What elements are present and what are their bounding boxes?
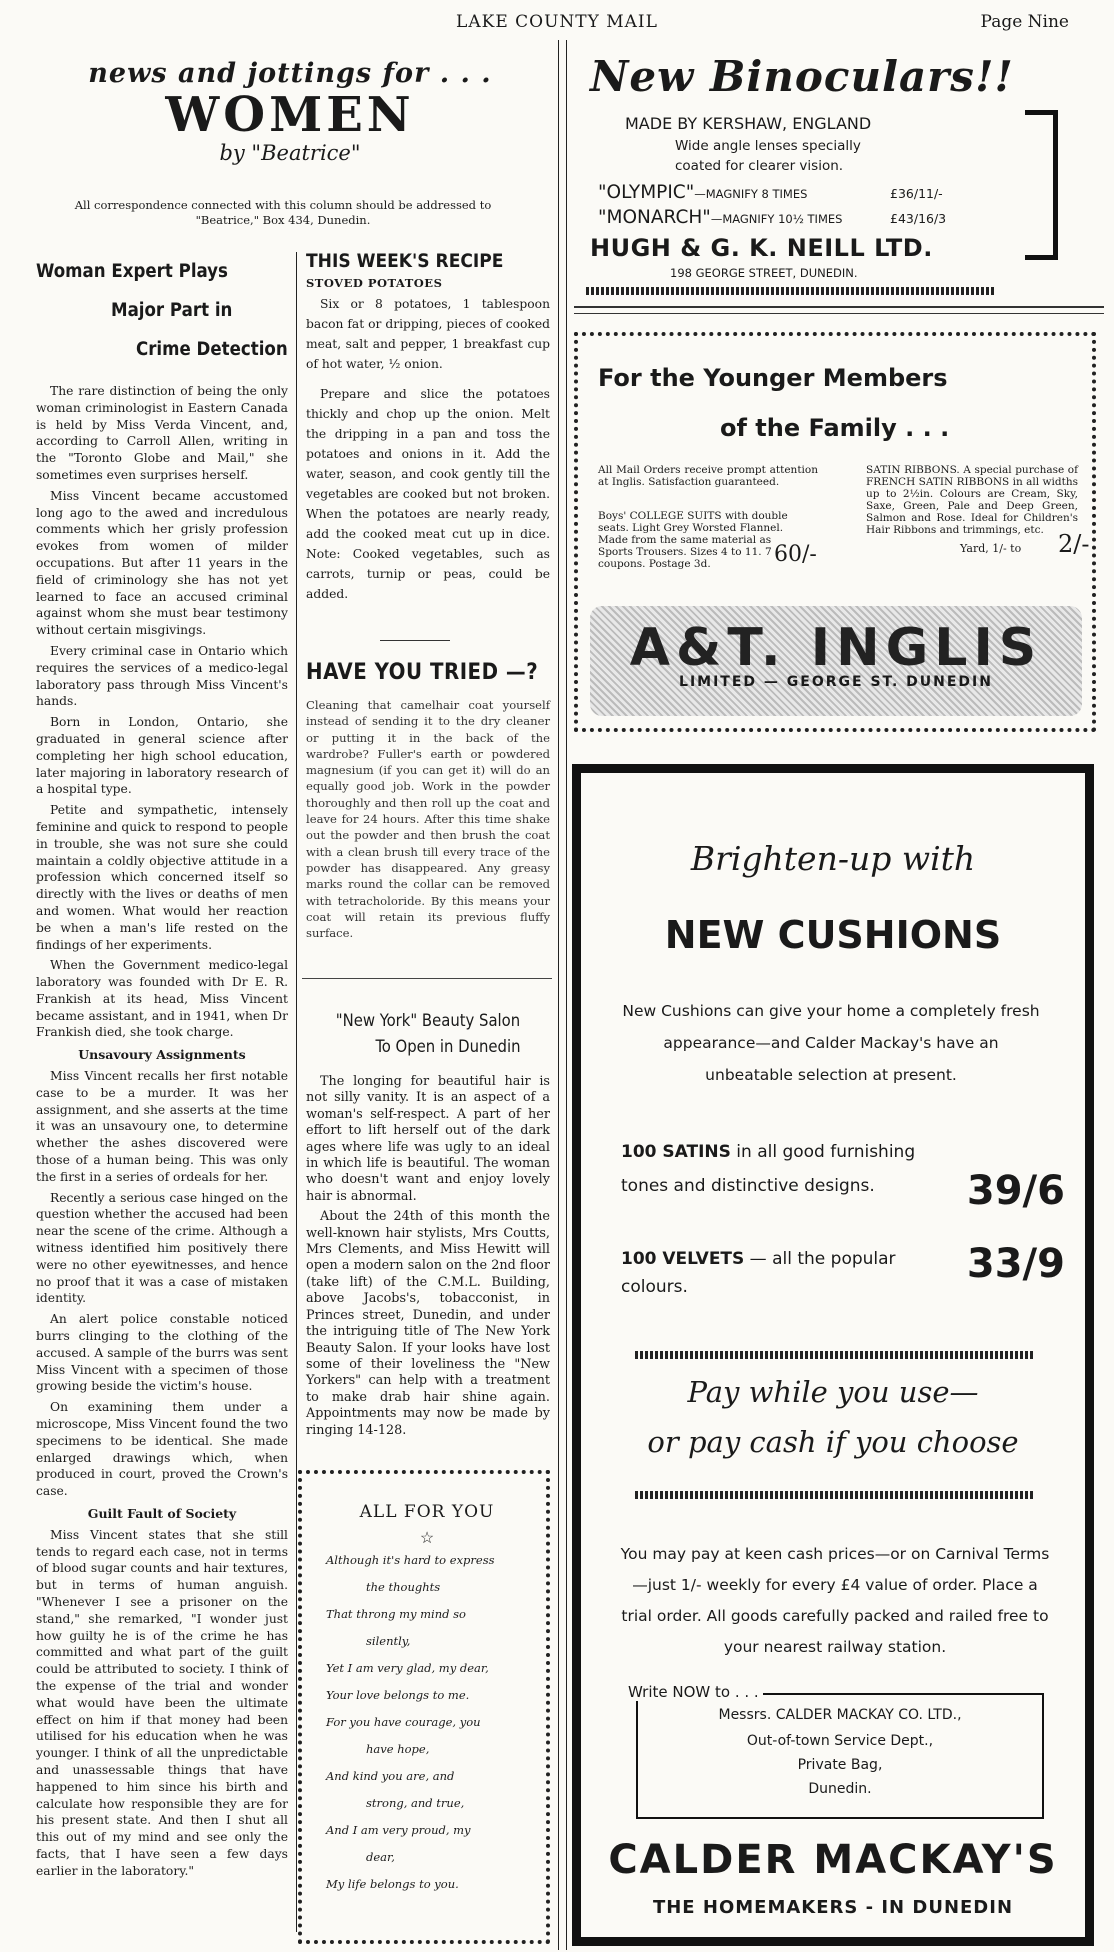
subhead: Unsavoury Assignments bbox=[78, 1047, 246, 1063]
paragraph: The rare distinction of being the only woman criminologist in Eastern Canada is held by Miss Verda Vincent, and, according to Carroll Allen, writing in the "Toronto Globe and Mail," she sometimes even surprises herself. bbox=[36, 384, 288, 482]
paragraph: Recently a serious case hinged on the question whether the accused had been near the scene of the crime. Although a witness identified him positively there were no other eyewitnesses, and hence no proof that it was a case of mistaken identity. bbox=[36, 1190, 288, 1306]
address-line: Messrs. CALDER MACKAY CO. LTD., bbox=[718, 1707, 962, 1723]
inglis-ad bbox=[574, 332, 1096, 732]
satins-line bbox=[621, 1135, 931, 1203]
column-rule bbox=[558, 40, 559, 1950]
poem-lines bbox=[326, 1547, 528, 1898]
suits-text: Boys' COLLEGE SUITS with double seats. Light Grey Worsted Flannel. Made from the same material as Sports Trousers. Sizes 4 to 11. 7 coupons. Postage 3d. bbox=[598, 510, 788, 570]
ribbons-price-label: Yard, 1/- to bbox=[960, 542, 1022, 555]
paragraph: Petite and sympathetic, intensely feminine and quick to respond to people in trouble, she was not sure she could maintain a coldly objective attitude in a profession which concerned itself so directly with the lives or deaths of men and women. What would her reaction be when a man's life rested on the findings of her experiments. bbox=[36, 803, 288, 952]
recipe-dish: STOVED POTATOES bbox=[306, 276, 443, 290]
poem-line: Although it's hard to express bbox=[326, 1553, 495, 1567]
binoculars-desc: Wide angle lenses specially bbox=[675, 138, 861, 154]
poem-line: Yet I am very glad, my dear, bbox=[326, 1661, 489, 1675]
poem-line: And kind you are, and bbox=[326, 1769, 455, 1783]
top-border-right bbox=[748, 1693, 1044, 1695]
terms-text: You may pay at keen cash prices—or on Carnival Terms—just 1/- weekly for every £4 value of order. Place a trial order. All goods carefully packed and railed free to your nearest railway station. bbox=[620, 1545, 1050, 1656]
cushions-intro: New Cushions can give your home a completely fresh appearance—and Calder Mackay's have an unbeatable selection at present. bbox=[622, 1002, 1040, 1084]
method: Prepare and slice the potatoes thickly and chop up the onion. Melt the dripping in a pan and toss the potatoes and onions in it. Add the water, season, and cook gently till the vegetables are cooked but not broken. When the potatoes are nearly ready, add the cooked meat cut up in dice. Note: Cooked vegetables, such as carrots, turnip or peas, could be added. bbox=[306, 387, 550, 601]
rule bbox=[574, 313, 1104, 314]
paragraph: About the 24th of this month the well-known hair stylists, Mrs Coutts, Mrs Clements, and Miss Hewitt will open a modern salon on the 2nd floor (take lift) of the C.M.L. Building, above Jacobs's, tobacconist, in Princes street, Dunedin, and under the intriguing title of The New York Beauty Salon. If your looks have lost some of their loveliness the "New Yorkers" can help with a treatment to make drab hair shine again. Appointments may now be made by ringing 14-128. bbox=[306, 1209, 550, 1438]
divider bbox=[302, 978, 552, 979]
women-kicker: news and jottings for . . . bbox=[88, 58, 492, 89]
salon-title-line: "New York" Beauty Salon bbox=[335, 1011, 521, 1030]
pay-line: Pay while you use— bbox=[687, 1375, 979, 1409]
headline-line: Woman Expert Plays bbox=[36, 261, 228, 282]
newspaper-title: LAKE COUNTY MAIL bbox=[456, 12, 658, 32]
tried-body: Cleaning that camelhair coat yourself instead of sending it to the dry cleaner or putting it in the back of the wardrobe? Fuller's earth or powdered magnesium (if you can get it) will do an equally good job. Work in the powder thoroughly and then roll up the coat and leave for 24 hours. After this time shake out the powder and then brush the coat with a clean brush till every trace of the powder has disappeared. Any greasy marks round the collar can be removed with tetracholoride. By this means your coat will retain its previous fluffy surface. bbox=[306, 698, 550, 941]
women-masthead bbox=[30, 58, 550, 165]
paragraph: On examining them under a microscope, Miss Vincent found the two specimens to be identical. She made enlarged drawings which, when produced in court, proved the Crown's case. bbox=[36, 1400, 288, 1499]
tried-title: HAVE YOU TRIED —? bbox=[306, 660, 539, 685]
calder-slogan: THE HOMEMAKERS - IN DUNEDIN bbox=[652, 1897, 1014, 1918]
address-line: Private Bag, bbox=[797, 1757, 883, 1773]
salon-body bbox=[306, 1074, 550, 1439]
cushions-bar bbox=[635, 1351, 1035, 1359]
inglis-title: For the Younger Members bbox=[598, 364, 948, 392]
bracket-frame bbox=[1025, 110, 1058, 260]
model-olympic bbox=[598, 182, 807, 203]
poem-title: ALL FOR YOU bbox=[359, 1502, 495, 1522]
salon-title-line: To Open in Dunedin bbox=[375, 1037, 521, 1056]
cushions-ad bbox=[572, 764, 1094, 1946]
poem-line: strong, and true, bbox=[366, 1796, 465, 1810]
velvets-price: 33/9 bbox=[966, 1241, 1065, 1287]
satins-price: 39/6 bbox=[966, 1168, 1065, 1214]
mail-orders: All Mail Orders receive prompt attention at Inglis. Satisfaction guaranteed. bbox=[598, 464, 818, 488]
page-number: Page Nine bbox=[980, 12, 1069, 32]
poem-line: Your love belongs to me. bbox=[326, 1688, 470, 1702]
poem-line: For you have courage, you bbox=[326, 1715, 481, 1729]
poem-line: the thoughts bbox=[366, 1580, 441, 1594]
cushions-title: NEW CUSHIONS bbox=[664, 913, 1002, 957]
correspondence-note: All correspondence connected with this column should be addressed to "Beatrice," Box 434, Dunedin. bbox=[74, 198, 492, 227]
paragraph: Miss Vincent became accustomed long ago to the awed and incredulous comments which her grisly profession evokes from women of milder occupations. But after 11 years in the field of criminology she has not yet learned to face an accused criminal against whom she must bear testimony without certain misgivings. bbox=[36, 488, 288, 638]
binoculars-address: 198 GEORGE STREET, DUNEDIN. bbox=[670, 266, 858, 280]
binoculars-firm: HUGH & G. K. NEILL LTD. bbox=[590, 234, 933, 262]
paragraph: An alert police constable noticed burrs clinging to the clothing of the accused. A sample of the burrs was sent Miss Vincent with a specimen of those growing beside the victim's house. bbox=[36, 1312, 288, 1394]
ribbons-text: SATIN RIBBONS. A special purchase of FRENCH SATIN RIBBONS in all widths up to 2½in. Colours are Cream, Sky, Saxe, Green, Pale and Deep Green, Salmon and Rose. Ideal for Children's Hair Ribbons and trimmings, etc. bbox=[866, 464, 1078, 536]
headline-line: Crime Detection bbox=[136, 339, 288, 360]
salon-title bbox=[306, 1008, 550, 1060]
rule bbox=[574, 306, 1104, 308]
poem-line: And I am very proud, my bbox=[326, 1823, 471, 1837]
address-line: Out-of-town Service Dept., bbox=[746, 1733, 934, 1749]
poem-line: dear, bbox=[366, 1850, 395, 1864]
expert-headline bbox=[36, 252, 288, 369]
recipe-body bbox=[306, 294, 550, 604]
poem-box bbox=[298, 1470, 550, 1944]
paragraph: Miss Vincent states that she still tends to regard each case, not in terms of blood sugar counts and hair textures, but in terms of human anguish. "Whenever I see a prisoner on the stand," she remarked, "I wonder just how guilty he is of the crime he has committed and what part of the guilt could be attributed to society. I think of the expense of the trial and wonder what would have been the ultimate effect on him if that money had been utilised for his education when he was younger. I think of all the unpredictable and unassessable things that have happened to him since his birth and calculate how responsible they are for his present state. And then I shut all this out of my mind and see only the facts, that I have seen a few days earlier in the laboratory." bbox=[36, 1527, 288, 1878]
model-price: £36/11/- bbox=[890, 186, 943, 201]
column-rule bbox=[296, 252, 297, 1932]
model-monarch bbox=[598, 207, 842, 228]
cushions-tag: Brighten-up with bbox=[690, 839, 976, 878]
calder-brand: CALDER MACKAY'S bbox=[608, 1837, 1058, 1883]
model-mag: —MAGNIFY 8 TIMES bbox=[694, 187, 808, 201]
divider bbox=[380, 640, 450, 641]
model-mag: —MAGNIFY 10½ TIMES bbox=[710, 212, 843, 226]
recipe-article bbox=[306, 248, 550, 608]
address-box bbox=[628, 1683, 1044, 1819]
subhead: Guilt Fault of Society bbox=[87, 1506, 237, 1521]
paragraph: Born in London, Ontario, she graduated in general science after completing her high school education, later majoring in laboratory research of a hospital type. bbox=[36, 715, 288, 797]
binoculars-title: New Binoculars!! bbox=[590, 52, 1014, 101]
poem-line: That throng my mind so bbox=[326, 1607, 466, 1621]
ingredients: Six or 8 potatoes, 1 tablespoon bacon fat or dripping, pieces of cooked meat, salt and pepper, 1 breakfast cup of hot water, ½ onion. bbox=[306, 297, 550, 371]
ribbons-price: 2/- bbox=[1058, 530, 1090, 558]
headline-line: Major Part in bbox=[111, 300, 233, 321]
address-line: Dunedin. bbox=[808, 1781, 872, 1797]
binoculars-bottom-bar bbox=[586, 287, 996, 295]
cushions-bar bbox=[635, 1491, 1035, 1499]
poem-line: silently, bbox=[366, 1634, 411, 1648]
model-price: £43/16/3 bbox=[890, 211, 947, 226]
column-rule bbox=[566, 40, 567, 1950]
inglis-logo-panel bbox=[590, 606, 1082, 716]
poem-line: have hope, bbox=[366, 1742, 430, 1756]
velvets-line bbox=[621, 1245, 951, 1301]
velvets-text: — all the popular colours. bbox=[621, 1249, 896, 1297]
paragraph: The longing for beautiful hair is not silly vanity. It is an aspect of a woman's self-respect. A part of her effort to lift herself out of the dark ages where life was ugly to an ideal in which life is beautiful. The woman who doesn't want and enjoy lovely hair is abnormal. bbox=[306, 1074, 550, 1204]
star-icon: ☆ bbox=[419, 1528, 435, 1547]
tried-article bbox=[306, 660, 550, 941]
women-title: WOMEN bbox=[165, 87, 415, 143]
model-name: "OLYMPIC" bbox=[598, 182, 695, 203]
binoculars-desc: coated for clearer vision. bbox=[675, 158, 844, 174]
inglis-title: of the Family . . . bbox=[720, 414, 950, 442]
model-name: "MONARCH" bbox=[598, 207, 711, 228]
inglis-logo: A&T. INGLIS bbox=[629, 618, 1043, 678]
expert-article bbox=[36, 252, 288, 1884]
write-now: Write NOW to . . . bbox=[624, 1683, 763, 1701]
satins-text: in all good furnishing tones and distinctive designs. bbox=[621, 1142, 916, 1196]
women-byline: by "Beatrice" bbox=[219, 141, 361, 165]
velvets-lead: 100 VELVETS bbox=[621, 1249, 745, 1269]
inglis-logo-sub: LIMITED — GEORGE ST. DUNEDIN bbox=[679, 674, 993, 690]
paragraph: Miss Vincent recalls her first notable case to be a murder. It was her assignment, and she asserts at the time it was an unsavoury one, to determine whether the ashes discovered were those of a human being. This was only the first in a series of ordeals for her. bbox=[36, 1069, 288, 1184]
satins-lead: 100 SATINS bbox=[621, 1142, 731, 1162]
binoculars-ad bbox=[580, 52, 1090, 297]
poem-line: My life belongs to you. bbox=[326, 1877, 459, 1891]
salon-article bbox=[306, 1008, 550, 1443]
paragraph: When the Government medico-legal laboratory was founded with Dr E. R. Frankish at its head, Miss Vincent became assistant, and in 1941, when Dr Frankish died, she took charge. bbox=[36, 958, 288, 1040]
expert-body bbox=[36, 383, 288, 1880]
paragraph: Every criminal case in Ontario which requires the services of a medico-legal laboratory pass through Miss Vincent's hands. bbox=[36, 643, 288, 709]
pay-line: or pay cash if you choose bbox=[647, 1425, 1019, 1459]
binoculars-maker: MADE BY KERSHAW, ENGLAND bbox=[625, 114, 872, 133]
suits-price: 60/- bbox=[774, 542, 817, 567]
recipe-title: THIS WEEK'S RECIPE bbox=[306, 250, 504, 272]
